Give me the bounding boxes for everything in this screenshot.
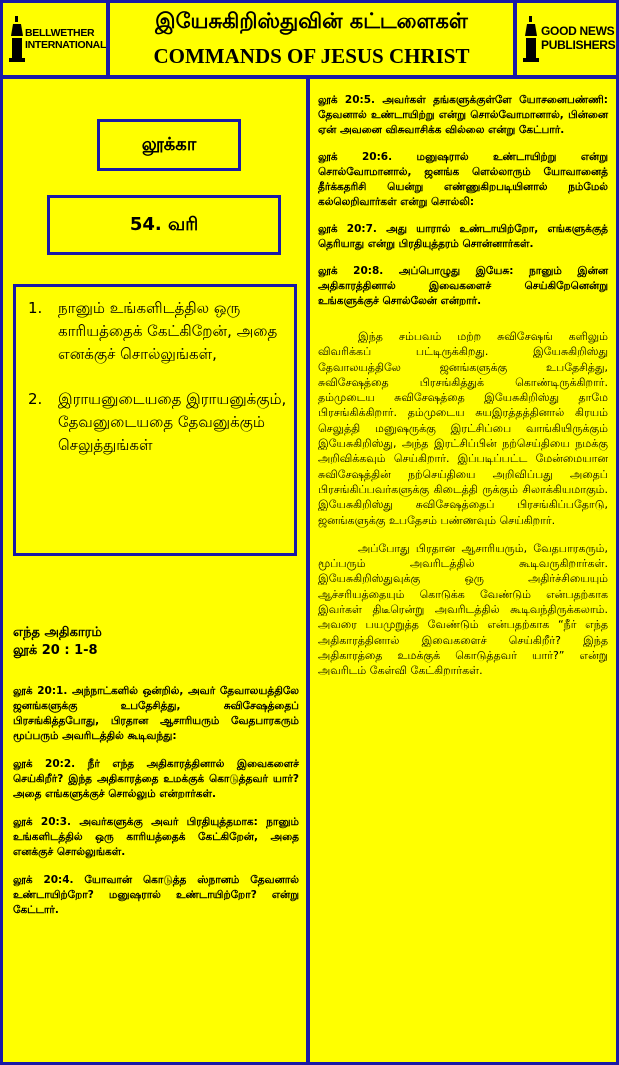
bell-tower-icon <box>9 16 25 62</box>
left-logo-line1: BELLWETHER <box>25 27 95 39</box>
command-number: 2. <box>28 390 43 408</box>
right-logo-line1: GOOD NEWS <box>541 24 615 38</box>
authority-label: எந்த அதிகாரம் <box>13 625 102 640</box>
chapter-number: 54. வரி <box>129 214 199 235</box>
right-logo-line2: PUBLISHERS <box>541 38 616 52</box>
verse: லூக் 20:1. அந்நாட்களில் ஒன்றில், அவர் தேவாலயத்திலே ஜனங்களுக்கு உபதேசித்து, சுவிசேஷத்தைப் பிரசங்கித்தபோது, பிரதான ஆசாரியரும் வேதபாரகரும் மூப்பரும் அவரிடத்தில் கூடிவந்து: <box>13 685 299 742</box>
scripture-reference: லூக் 20 : 1-8 <box>13 643 98 658</box>
command-item <box>16 388 294 457</box>
command-text: இராயனுடையதை இராயனுக்கும், தேவனுடையதை தேவனுக்கும் செலுத்துங்கள் <box>58 390 287 454</box>
command-item <box>16 297 294 366</box>
bell-tower-icon <box>523 16 539 62</box>
verse: லூக் 20:7. அது யாரால் உண்டாயிற்றோ, எங்களுக்குத் தெரியாது என்று பிரதியுத்தரம் சொன்னார்கள். <box>318 223 608 250</box>
title-tamil: இயேசுகிறிஸ்துவின் கட்டளைகள் <box>155 9 468 33</box>
command-text: நானும் உங்களிடத்தில ஒரு காரியத்தைக் கேட்கிறேன், அதை எனக்குச் சொல்லுங்கள், <box>58 299 278 363</box>
verse-list <box>13 684 299 931</box>
command-number: 1. <box>28 299 43 317</box>
commentary-paragraph: இந்த சம்பவம் மற்ற சுவிசேஷங் களிலும் விவரிக்கப் பட்டிருக்கிறது. இயேசுகிறிஸ்து தேவாலயத்திலே ஜனங்களுக்கு உபதேசித்து, சுவிசேஷத்தை பிரசங்கித்துக் கொண்டிருக்கிறார். தம்முடைய சுவிசேஷத்தை இயேசுகிறிஸ்து தாமே பிரசங்கிக்கிறார். தம்முடைய சுயஇரத்தத்தினால் கிரயம் செலுத்தி மனுஷருக்கு இரட்சிப்பை வாங்கியிருக்கும் இயேசுகிறிஸ்து, அந்த இரட்சிப்பின் நற்செய்தியை நமக்கு அறிவிக்கவும் செய்கிறார். இப்படிப்பட்ட மேன்மையான சுவிசேஷத்தின் நற்செய்தியை அறிவிப்பது அதைப் பிரசங்கிப்பவர்களுக்கு கிடைத்தி ருக்கும் சிலாக்கியமாகும். இயேசுகிறிஸ்து சுவிசேஷத்தைப் பிரசங்கிப்பதோடு, ஜனங்களுக்கு உபதேசம் பண்ணவும் செய்கிறார். <box>318 330 608 527</box>
verse: லூக் 20:5. அவர்கள் தங்களுக்குள்ளே யோசனைபண்ணி: தேவனால் உண்டாயிற்று என்று சொல்வோமானால், பின்னை ஏன் அவனை விசுவாசிக்க வில்லை என்று கேட்பார். <box>318 94 608 136</box>
commands-box <box>13 284 297 556</box>
verse: லூக் 20:2. நீர் எந்த அதிகாரத்தினால் இவைகளைச் செய்கிறீர்? இந்த அதிகாரத்தை உமக்குக் கொடுத்தவர் யார்? அதை எங்களுக்குச் சொல்லும் என்றார்கள். <box>13 758 299 800</box>
commentary-paragraph: அப்போது பிரதான ஆசாரியரும், வேதபாரகரும், மூப்பரும் அவரிடத்தில் கூடிவருகிறார்கள். இயேசுகிறிஸ்துவுக்கு ஒரு அதிர்ச்சியையும் ஆச்சரியத்தையும் கொடுக்க வேண்டும் என்பதற்காக இவர்கள் திடீரென்று அவரிடத்தில் கூடிவந்திருக்கலாம். அவரை பயமுறுத்த வேண்டும் என்பதற்காக “நீர் எந்த அதிகாரத்தினால் இவைகளைச் செய்கிறீர்? இந்த அதிகாரத்தை உமக்குக் கொடுத்தவர் யார்?” என்று அவரிடம் கேள்வி கேட்கிறார்கள். <box>318 541 608 678</box>
verse: லூக் 20:3. அவர்களுக்கு அவர் பிரதியுத்தமாக: நானும் உங்களிடத்தில் ஒரு காரியத்தைக் கேட்கிறேன், அதை எனக்குச் சொல்லுங்கள். <box>13 816 299 858</box>
verse: லூக் 20:4. யோவான் கொடுத்த ஸ்நானம் தேவனால் உண்டாயிற்றோ? மனுஷரால் உண்டாயிற்றோ? என்று கேட்டார். <box>13 874 299 916</box>
left-logo-line2: INTERNATIONAL <box>25 39 106 51</box>
chapter-box <box>47 195 281 255</box>
right-column <box>310 79 616 1062</box>
bellwether-logo <box>3 3 106 75</box>
left-column <box>3 79 306 1062</box>
verse: லூக் 20:8. அப்பொழுது இயேசு: நானும் இன்ன அதிகாரத்தினால் இவைகளைச் செய்கிறேனென்று உங்களுக்குச் சொல்லேன் என்றார். <box>318 265 608 307</box>
book-name: லூக்கா <box>141 134 197 155</box>
title-banner <box>110 3 513 75</box>
verse-list <box>318 93 608 692</box>
book-box <box>97 119 241 171</box>
title-english: COMMANDS OF JESUS CHRIST <box>153 44 470 68</box>
verse: லூக் 20:6. மனுஷரால் உண்டாயிற்று என்று சொல்வோமானால், ஜனங்க ளெல்லாரும் யோவானைத் தீர்க்கதரிசி யென்று எண்ணுகிறபடியினால் நம்மேல் கல்லெறிவார்கள் என்று சொல்லி: <box>318 151 608 208</box>
good-news-logo <box>517 3 616 75</box>
